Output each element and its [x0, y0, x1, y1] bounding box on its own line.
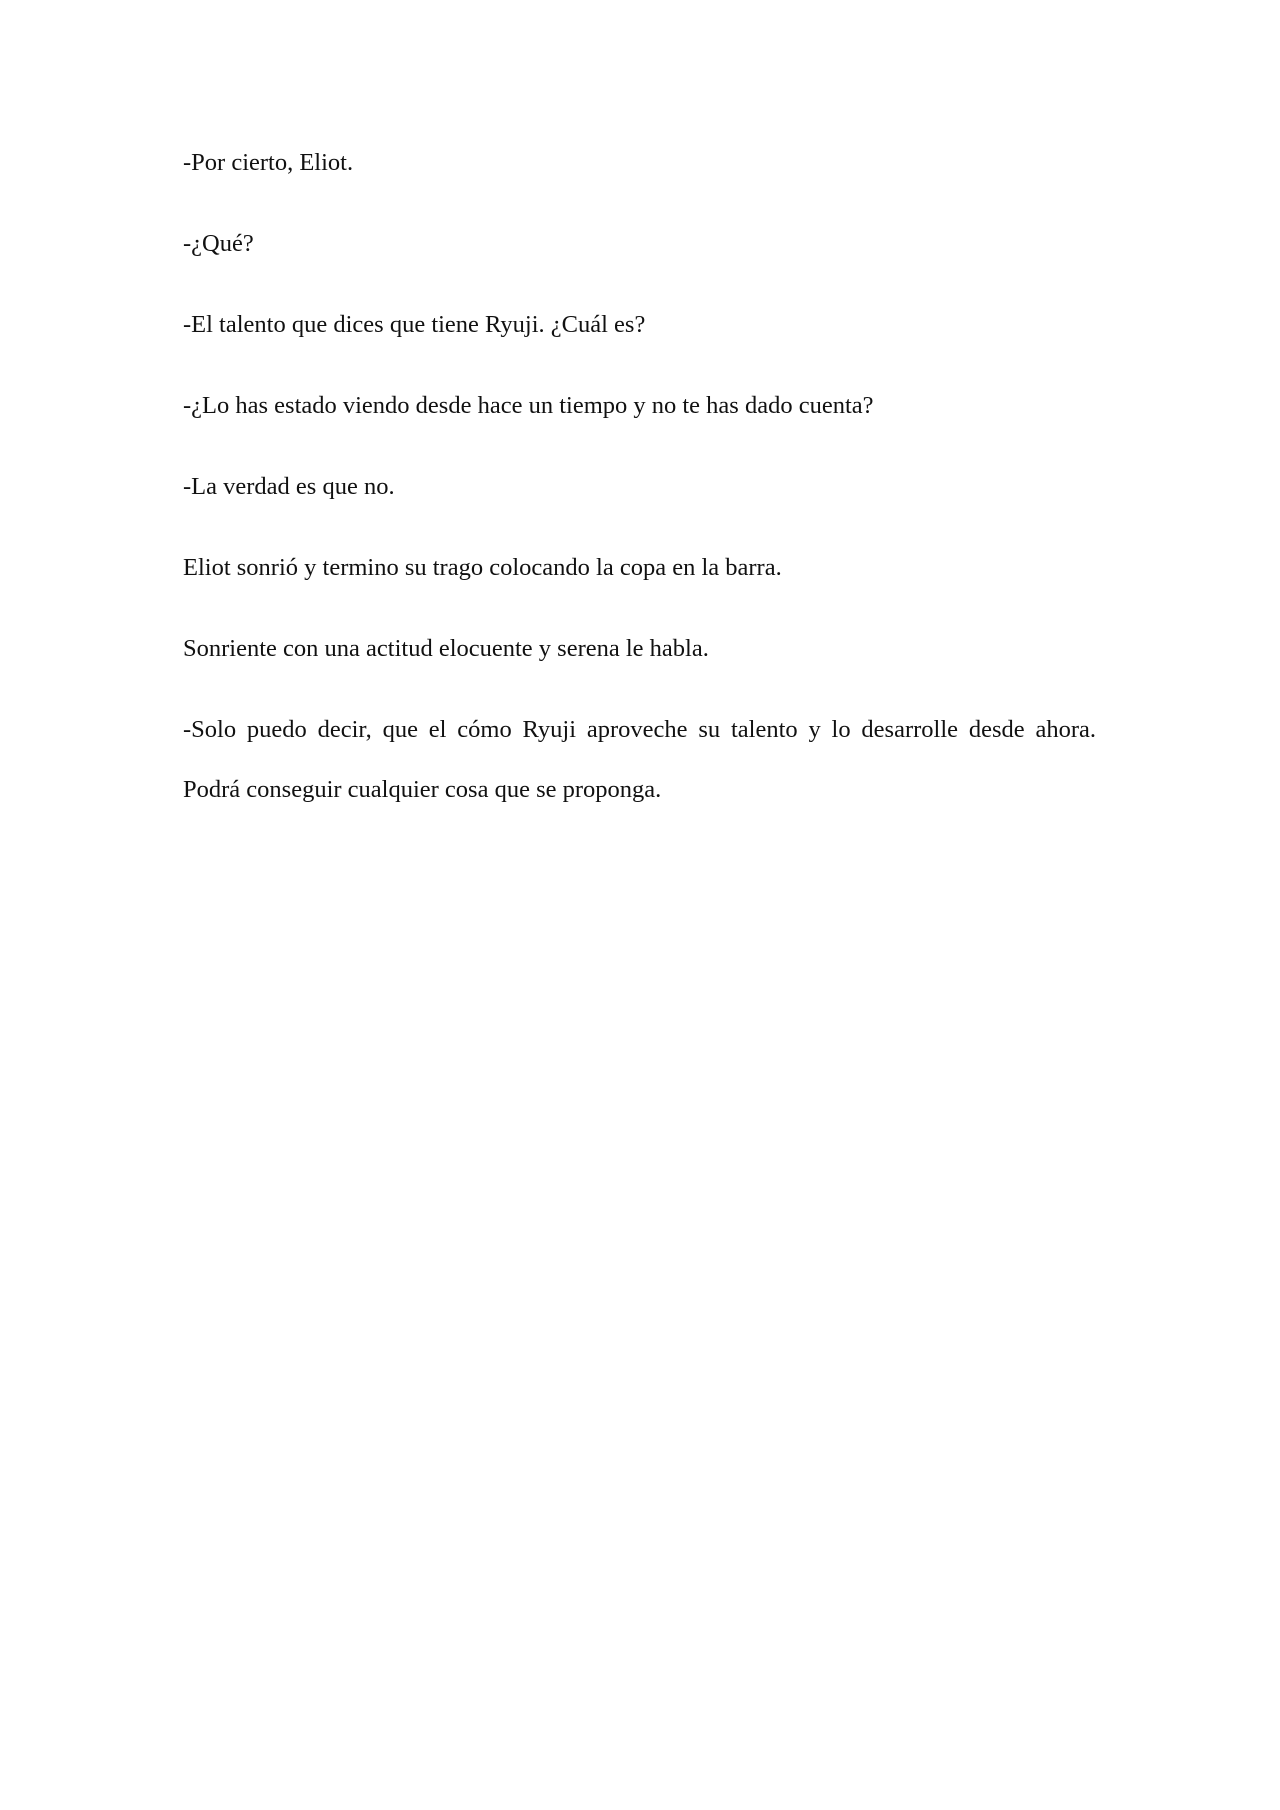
paragraph-3: -El talento que dices que tiene Ryuji. ¿Cuál es?	[183, 311, 646, 338]
paragraph-8-line-2: Podrá conseguir cualquier cosa que se proponga.	[183, 776, 662, 803]
paragraph-6: Eliot sonrió y termino su trago colocando la copa en la barra.	[183, 554, 782, 581]
paragraph-5: -La verdad es que no.	[183, 473, 395, 500]
document-body	[183, 148, 1103, 805]
paragraph-7: Sonriente con una actitud elocuente y serena le habla.	[183, 635, 709, 662]
paragraph-4: -¿Lo has estado viendo desde hace un tiempo y no te has dado cuenta?	[183, 392, 874, 419]
paragraph-2: -¿Qué?	[183, 230, 254, 257]
paragraph-1: -Por cierto, Eliot.	[183, 149, 354, 176]
paragraph-8-line-1: -Solo puedo decir, que el cómo Ryuji aproveche su talento y lo desarrolle desde ahora.	[183, 716, 1096, 743]
